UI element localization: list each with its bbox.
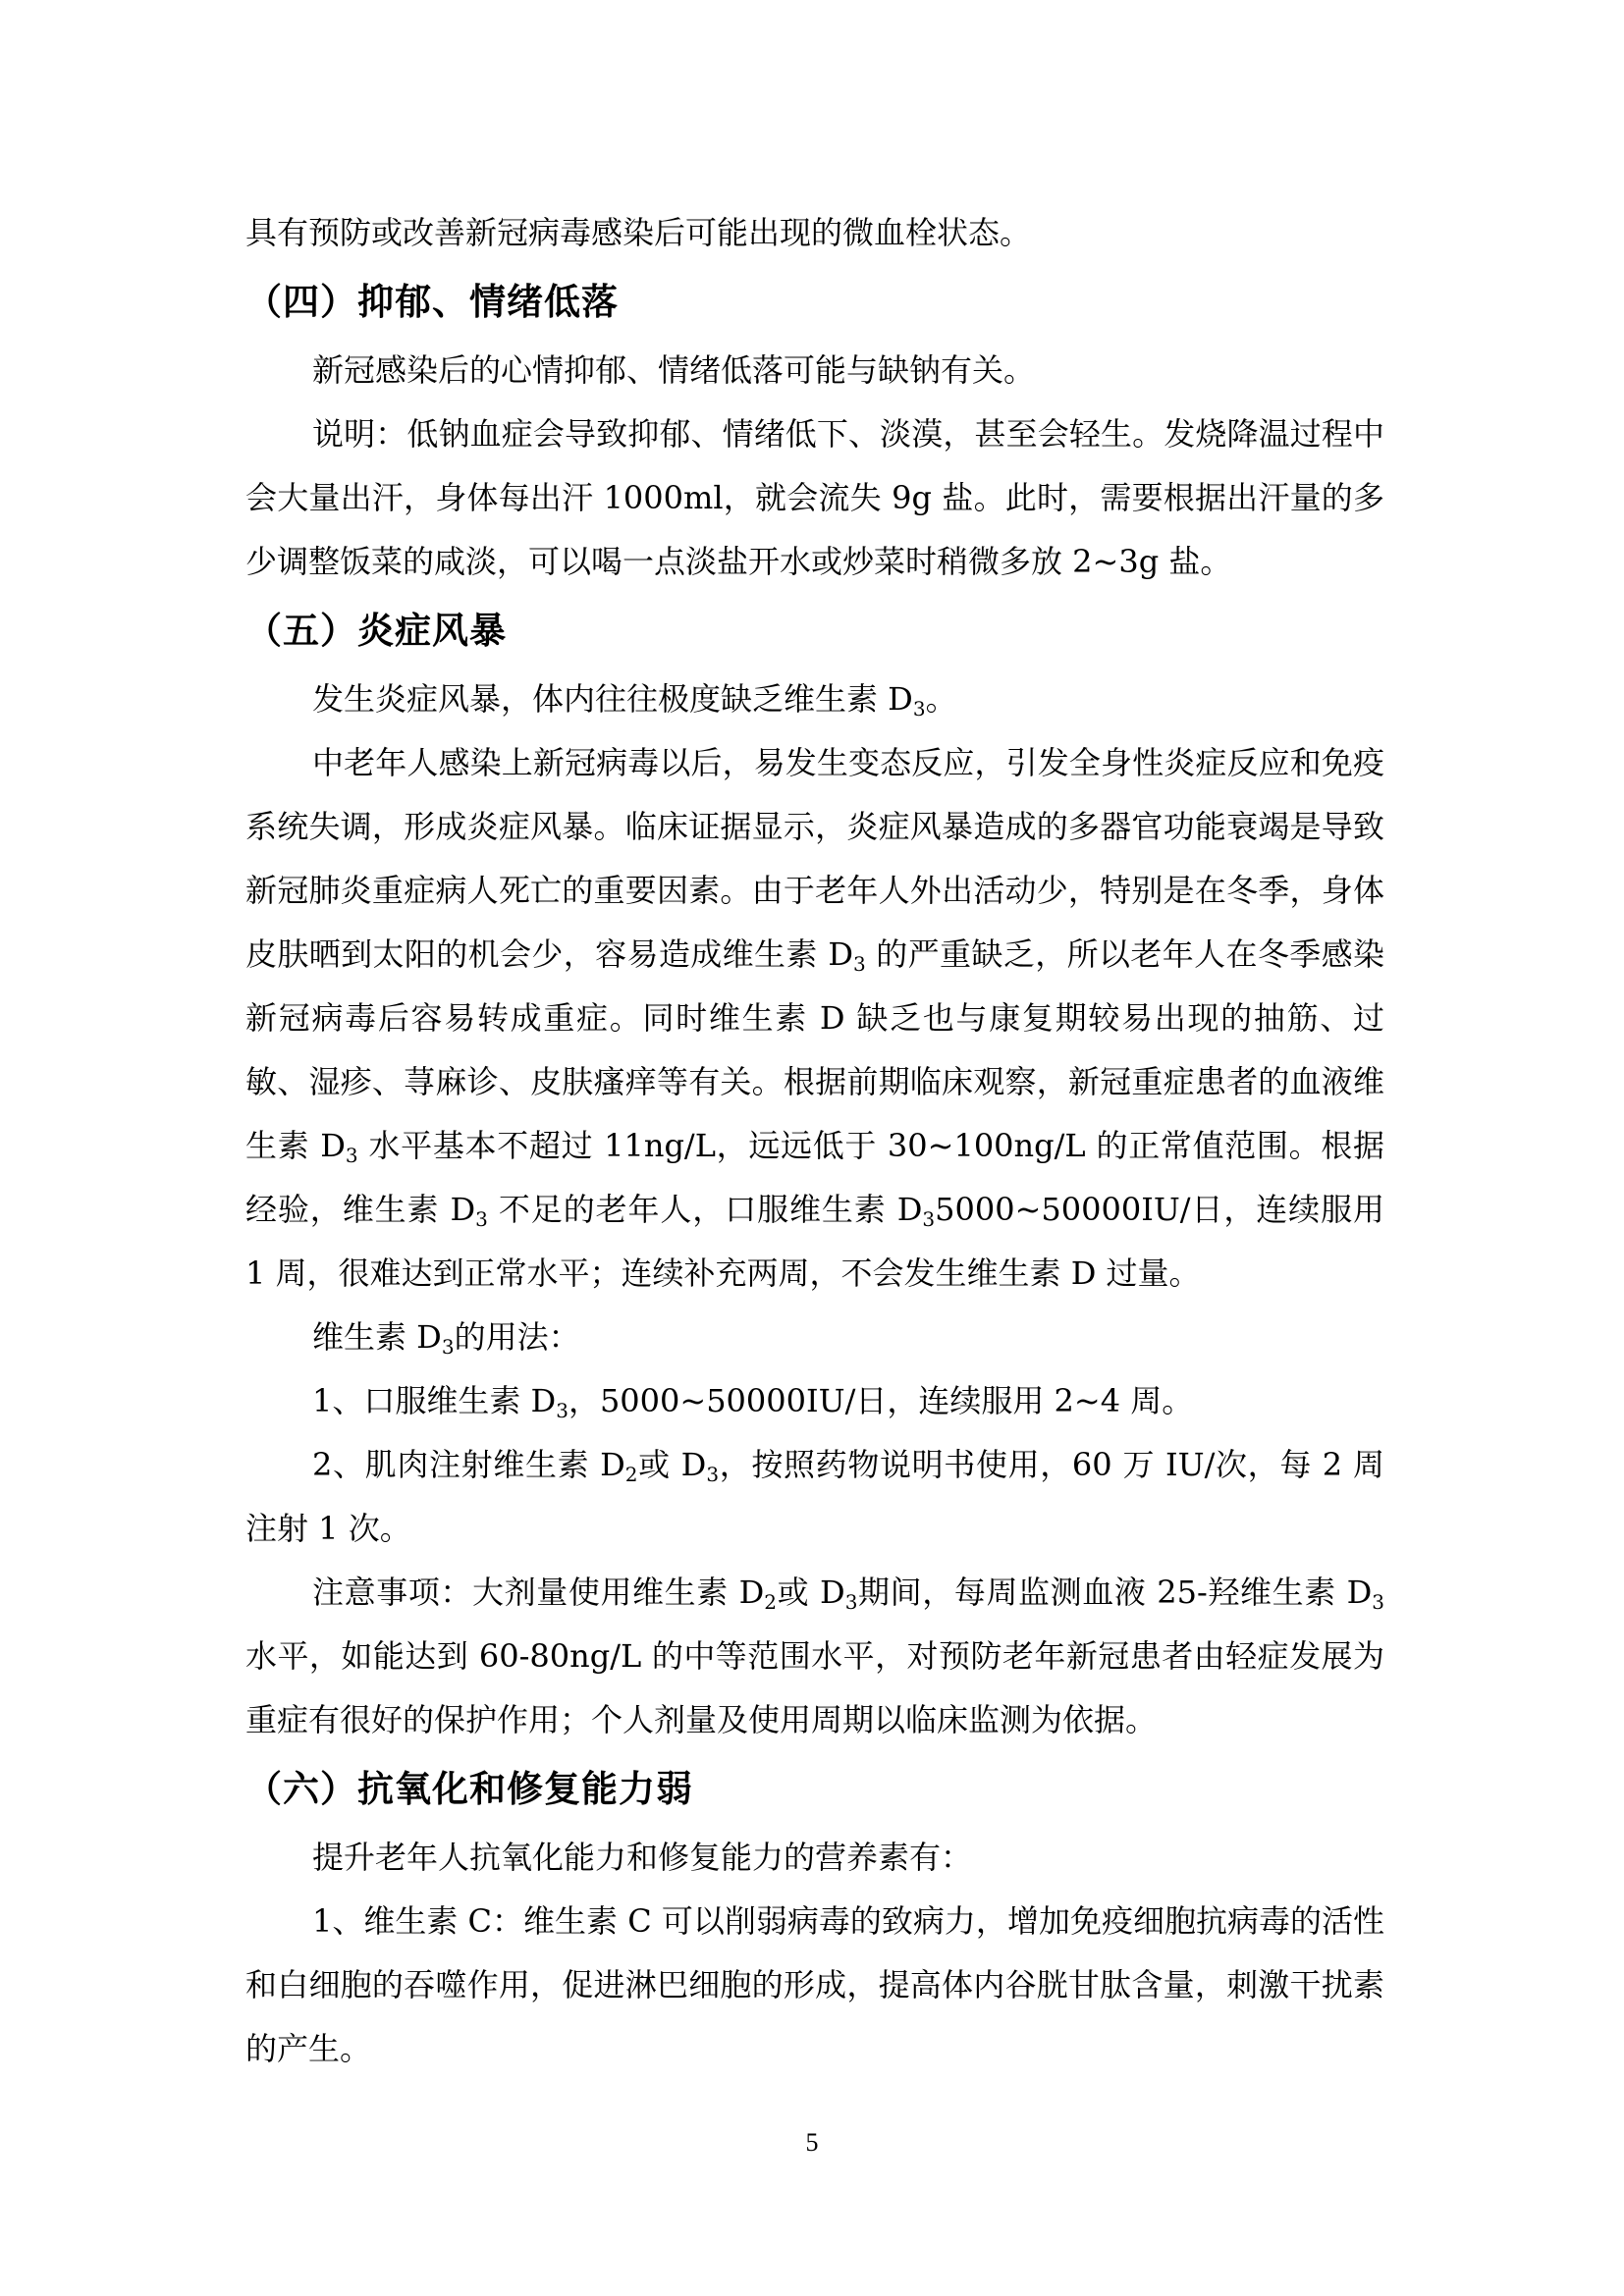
section-6-para-2: 1、维生素 C：维生素 C 可以削弱病毒的致病力，增加免疫细胞抗病毒的活性和白细胞的吞噬作用，促进淋巴细胞的形成，提高体内谷胱甘肽含量，刺激干扰素的产生。 bbox=[245, 1902, 1384, 2067]
section-4-para-1: 新冠感染后的心情抑郁、情绪低落可能与缺钠有关。 bbox=[312, 351, 1036, 389]
section-6-heading: （六）抗氧化和修复能力弱 bbox=[245, 1768, 693, 1810]
text-run: 1、口服维生素 D bbox=[312, 1382, 557, 1419]
text-run: 水平，如能达到 60-80ng/L 的中等范围水平，对预防老年新冠患者由轻症发展为重症有很好的保护作用；个人剂量及使用周期以临床监测为依据。 bbox=[245, 1637, 1384, 1738]
text-run: 5000~50000IU/日，连续服用 1 周，很难达到正常水平；连续补充两周，不会发生维生素 D 过量。 bbox=[245, 1191, 1384, 1292]
section-5-usage-title bbox=[245, 1306, 1384, 1369]
subscript: 3 bbox=[345, 1144, 358, 1167]
text-run: ，按照药物说明书使用，60 万 IU/次，每 2 周注射 1 次。 bbox=[245, 1446, 1384, 1547]
section-5-para-1 bbox=[245, 667, 1384, 731]
subscript: 3 bbox=[475, 1207, 488, 1231]
text-run: 中老年人感染上新冠病毒以后，易发生变态反应，引发全身性炎症反应和免疫系统失调，形成炎症风暴。临床证据显示，炎症风暴造成的多器官功能衰竭是导致新冠肺炎重症病人死亡的重要因素。由于老年人外出活动少，特别是在冬季，身体皮肤晒到太阳的机会少，容易造成维生素 D bbox=[245, 744, 1384, 973]
subscript: 3 bbox=[706, 1463, 720, 1486]
text-run: 发生炎症风暴，体内往往极度缺乏维生素 D bbox=[312, 680, 913, 718]
section-4-para-2: 说明：低钠血症会导致抑郁、情绪低下、淡漠，甚至会轻生。发烧降温过程中会大量出汗，身体每出汗 1000ml，就会流失 9g 盐。此时，需要根据出汗量的多少调整饭菜的咸淡，可以喝一点淡盐开水或炒菜时稍微多放 2~3g 盐。 bbox=[245, 415, 1384, 580]
subscript: 3 bbox=[441, 1335, 455, 1359]
text-run: 的用法： bbox=[454, 1318, 580, 1356]
intro-line: 具有预防或改善新冠病毒感染后可能出现的微血栓状态。 bbox=[245, 214, 1032, 251]
section-5-notes bbox=[245, 1561, 1384, 1752]
subscript: 2 bbox=[764, 1590, 778, 1614]
text-run: 注意事项：大剂量使用维生素 D bbox=[312, 1574, 765, 1611]
text-run: 水平基本不超过 11ng/L，远远低于 30~100ng/L 的正常值范围。根据经验，维生素 D bbox=[245, 1127, 1384, 1228]
text-run: 不足的老年人，口服维生素 D bbox=[487, 1191, 923, 1228]
text-run: 的严重缺乏，所以老年人在冬季感染新冠病毒后容易转成重症。同时维生素 D 缺乏也与康复期较易出现的抽筋、过敏、湿疹、荨麻诊、皮肤瘙痒等有关。根据前期临床观察，新冠重症患者的血液维生素 D bbox=[245, 935, 1384, 1164]
text-run: 维生素 D bbox=[312, 1318, 442, 1356]
section-6-para-1: 提升老年人抗氧化能力和修复能力的营养素有： bbox=[312, 1839, 973, 1876]
text-run: 期间，每周监测血液 25-羟维生素 D bbox=[857, 1574, 1373, 1611]
subscript: 3 bbox=[1372, 1590, 1384, 1614]
document-body bbox=[245, 201, 1384, 2081]
subscript: 3 bbox=[912, 697, 926, 721]
section-5-usage-item-2 bbox=[245, 1433, 1384, 1561]
section-5-heading: （五）炎症风暴 bbox=[245, 610, 507, 652]
subscript: 3 bbox=[844, 1590, 858, 1614]
subscript: 3 bbox=[853, 952, 866, 976]
subscript: 3 bbox=[922, 1207, 936, 1231]
section-5-usage-item-1 bbox=[245, 1369, 1384, 1433]
subscript: 3 bbox=[556, 1399, 568, 1422]
section-5-para-2 bbox=[245, 731, 1384, 1306]
subscript: 2 bbox=[624, 1463, 638, 1486]
text-run: 2、肌肉注射维生素 D bbox=[312, 1446, 625, 1483]
text-run: 。 bbox=[925, 680, 957, 718]
page-number: 5 bbox=[805, 2128, 819, 2157]
text-run: 或 D bbox=[777, 1574, 845, 1611]
section-4-heading: （四）抑郁、情绪低落 bbox=[245, 281, 619, 323]
text-run: ，5000~50000IU/日，连续服用 2~4 周。 bbox=[568, 1382, 1194, 1419]
text-run: 或 D bbox=[637, 1446, 707, 1483]
